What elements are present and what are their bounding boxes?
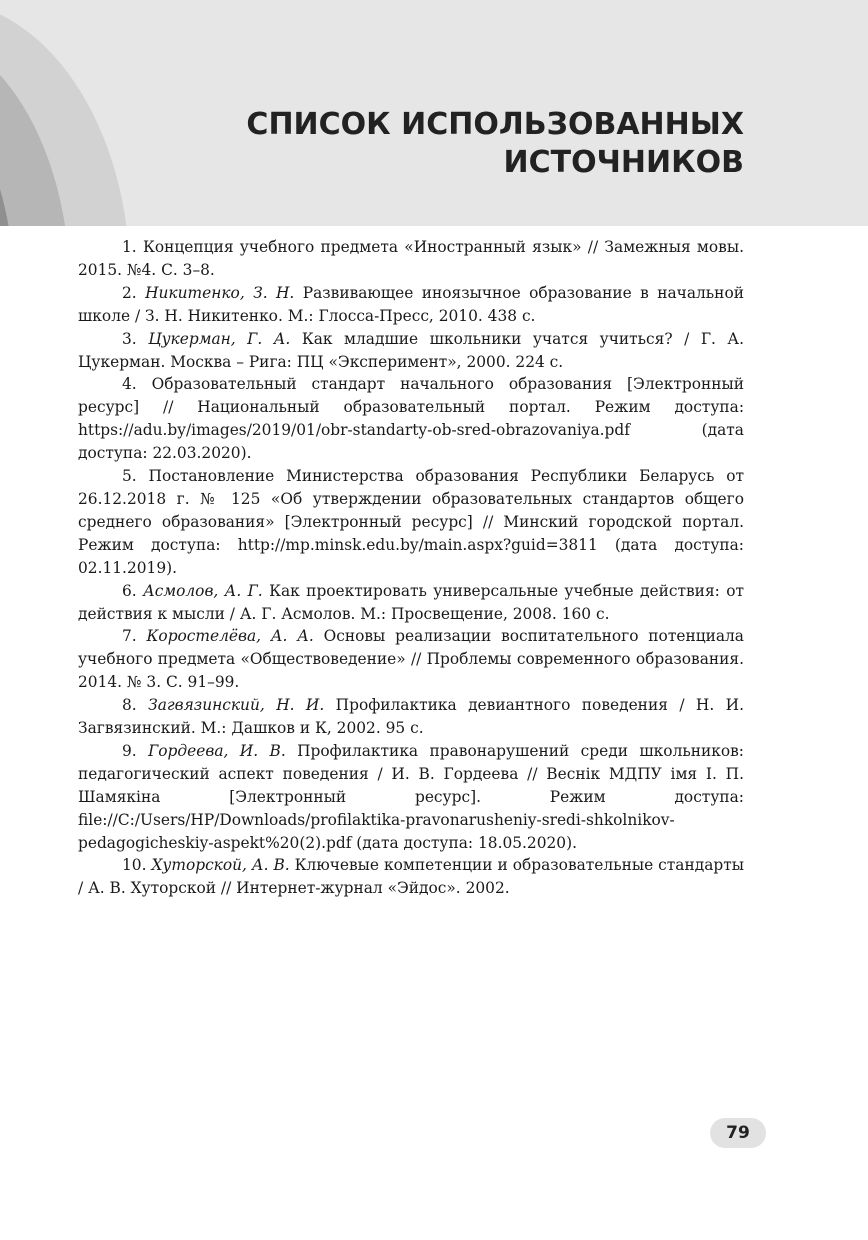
reference-author: Асмолов, А. Г. (143, 581, 263, 600)
reference-list (78, 236, 744, 900)
page-title-line-2: ИСТОЧНИКОВ (503, 145, 744, 180)
reference-number: 2. (122, 283, 137, 302)
reference-text: Профилактика девиантного поведения / Н. И. Загвязинский. М.: Дашков и К, 2002. 95 с. (78, 696, 744, 738)
reference-author: Хуторской, А. В. (151, 856, 290, 875)
reference-text: Ключевые компетенции и образовательные стандарты / А. В. Хуторской // Интернет-журнал «Эйдос». 2002. (78, 856, 744, 898)
reference-author: Цукерман, Г. А. (148, 329, 291, 348)
reference-item (78, 740, 744, 855)
reference-item (78, 373, 744, 465)
page-header (0, 0, 868, 226)
reference-number: 3. (122, 329, 137, 348)
page-title-line-1: СПИСОК ИСПОЛЬЗОВАННЫХ (246, 107, 744, 142)
reference-item (78, 328, 744, 374)
reference-item (78, 854, 744, 900)
reference-item (78, 282, 744, 328)
reference-item (78, 580, 744, 626)
reference-author: Загвязинский, Н. И. (148, 696, 325, 715)
reference-text: Постановление Министерства образования Республики Беларусь от 26.12.2018 г. № 125 «Об утверждении образовательных стандартов общего среднего образования» [Электронный ресурс] // Минский городской портал. Режим доступа: http://mp.minsk.edu.by/main.aspx?guid=3811 (дата доступа: 02.11.2019). (78, 467, 744, 577)
reference-item (78, 625, 744, 694)
reference-number: 7. (122, 627, 137, 646)
reference-author: Гордеева, И. В. (148, 741, 286, 760)
page-title (246, 106, 744, 182)
reference-text: Как проектировать универсальные учебные действия: от действия к мысли / А. Г. Асмолов. М.: Просвещение, 2008. 160 с. (78, 581, 744, 623)
reference-text: Основы реализации воспитательного потенциала учебного предмета «Обществоведение» // Проблемы современного образования. 2014. № 3. С. 91–99. (78, 627, 744, 692)
reference-number: 4. (122, 375, 137, 394)
reference-number: 10. (122, 856, 147, 875)
reference-number: 1. (122, 238, 137, 256)
reference-text: Развивающее иноязычное образование в начальной школе / З. Н. Никитенко. М.: Глосса-Пресс, 2010. 438 с. (78, 283, 744, 325)
reference-text: Образовательный стандарт начального образования [Электронный ресурс] // Национальный образовательный портал. Режим доступа: https://adu.by/images/2019/01/obr-standarty-ob-sred-obrazovaniya.pdf (дата доступа: 22.03.2020). (78, 375, 744, 463)
page-number: 79 (710, 1118, 766, 1148)
reference-number: 9. (122, 741, 137, 760)
reference-author: Никитенко, З. Н. (145, 283, 295, 302)
reference-text: Как младшие школьники учатся учиться? / Г. А. Цукерман. Москва – Рига: ПЦ «Эксперимент», 2000. 224 с. (78, 329, 744, 371)
reference-number: 8. (122, 696, 137, 715)
reference-item (78, 694, 744, 740)
reference-number: 6. (122, 581, 137, 600)
reference-text: Концепция учебного предмета «Иностранный язык» // Замежныя мовы. 2015. №4. С. 3–8. (78, 238, 744, 279)
reference-item (78, 465, 744, 580)
reference-text: Профилактика правонарушений среди школьников: педагогический аспект поведения / И. В. Гордеева // Веснік МДПУ імя І. П. Шамякіна [Электронный ресурс]. Режим доступа: file://C:/Users/HP/Downloads/profilaktika-pravonarusheniy-sredi-shkolnikov-pedagogicheskiy-aspekt%20(2).pdf (дата доступа: 18.05.2020). (78, 741, 744, 852)
reference-item (78, 236, 744, 282)
reference-number: 5. (122, 467, 137, 486)
reference-author: Коростелёва, А. А. (146, 627, 314, 646)
